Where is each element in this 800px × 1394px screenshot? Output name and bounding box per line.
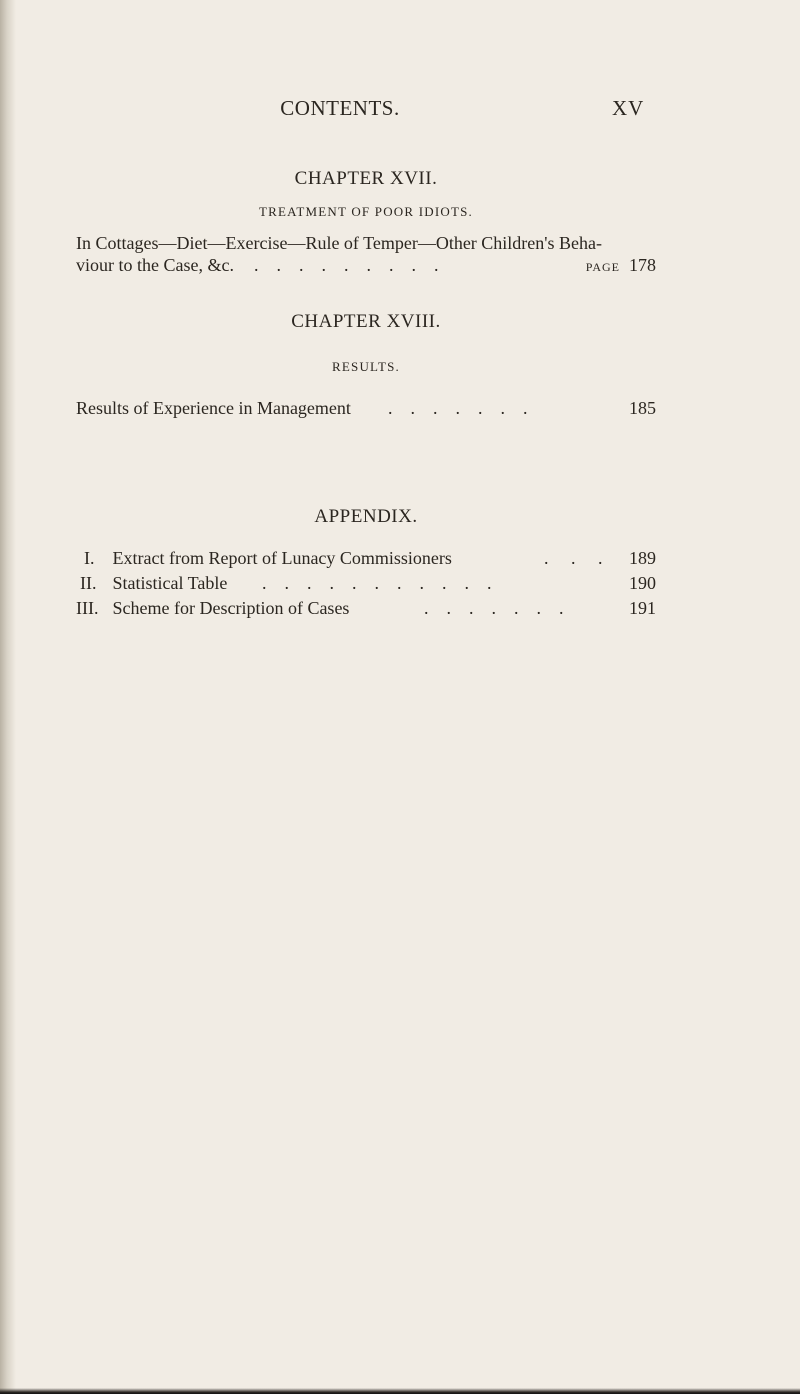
chapter-17-entry-text: viour to the Case, &c. xyxy=(76,255,234,275)
page-number-roman: XV xyxy=(612,96,645,120)
leader-dots: . . . . . . . . . xyxy=(254,255,439,275)
appendix-item-numeral: III. xyxy=(76,598,99,618)
appendix-item-2 xyxy=(76,572,656,594)
chapter-18-subtitle: RESULTS. xyxy=(332,359,400,374)
appendix-list xyxy=(76,547,656,619)
appendix-item-page: 189 xyxy=(629,548,656,568)
chapter-17-entry-line-1: In Cottages—Diet—Exercise—Rule of Temper—Other Children's Beha- xyxy=(76,233,603,253)
appendix-item-page: 191 xyxy=(629,598,656,618)
chapter-18-subtitle-wrap xyxy=(76,359,656,375)
leader-dots: . . . . . . . xyxy=(388,398,528,418)
chapter-18-section xyxy=(76,311,656,333)
appendix-item-text: Scheme for Description of Cases xyxy=(112,598,350,618)
appendix-item-text: Statistical Table xyxy=(112,573,228,593)
appendix-item-1 xyxy=(76,547,656,569)
appendix-item-text: Extract from Report of Lunacy Commissioners xyxy=(112,548,452,568)
running-title: CONTENTS. xyxy=(280,96,400,120)
chapter-17-section xyxy=(76,168,656,190)
chapter-18-page-number: 185 xyxy=(629,398,656,418)
appendix-item-numeral: I. xyxy=(84,548,95,568)
chapter-18-entry xyxy=(76,397,656,419)
appendix-item-page: 190 xyxy=(629,573,656,593)
chapter-17-entry-line-2 xyxy=(76,254,656,276)
chapter-17-subtitle-wrap xyxy=(76,204,656,220)
chapter-18-title: CHAPTER XVIII. xyxy=(291,311,441,332)
leader-dots: . . . . . . . xyxy=(424,598,564,618)
chapter-17-title: CHAPTER XVII. xyxy=(294,168,438,189)
running-head xyxy=(0,96,800,126)
appendix-item-numeral: II. xyxy=(80,573,97,593)
chapter-18-entry-text: Results of Experience in Management xyxy=(76,398,351,418)
leader-dots: . . . . . . . . . . . xyxy=(262,573,492,593)
chapter-17-page xyxy=(586,254,656,278)
leader-dots: . . . xyxy=(544,548,603,568)
chapter-18-entry-line xyxy=(76,397,656,419)
book-spine-shadow xyxy=(0,0,16,1394)
chapter-17-subtitle: TREATMENT OF POOR IDIOTS. xyxy=(259,204,473,219)
page-label: PAGE xyxy=(585,260,620,274)
page-bottom-edge xyxy=(0,1388,800,1394)
chapter-17-page-number: 178 xyxy=(629,255,656,275)
appendix-item-3 xyxy=(76,597,656,619)
chapter-17-entry xyxy=(76,232,656,276)
appendix-section xyxy=(76,506,656,528)
appendix-title: APPENDIX. xyxy=(314,506,418,527)
